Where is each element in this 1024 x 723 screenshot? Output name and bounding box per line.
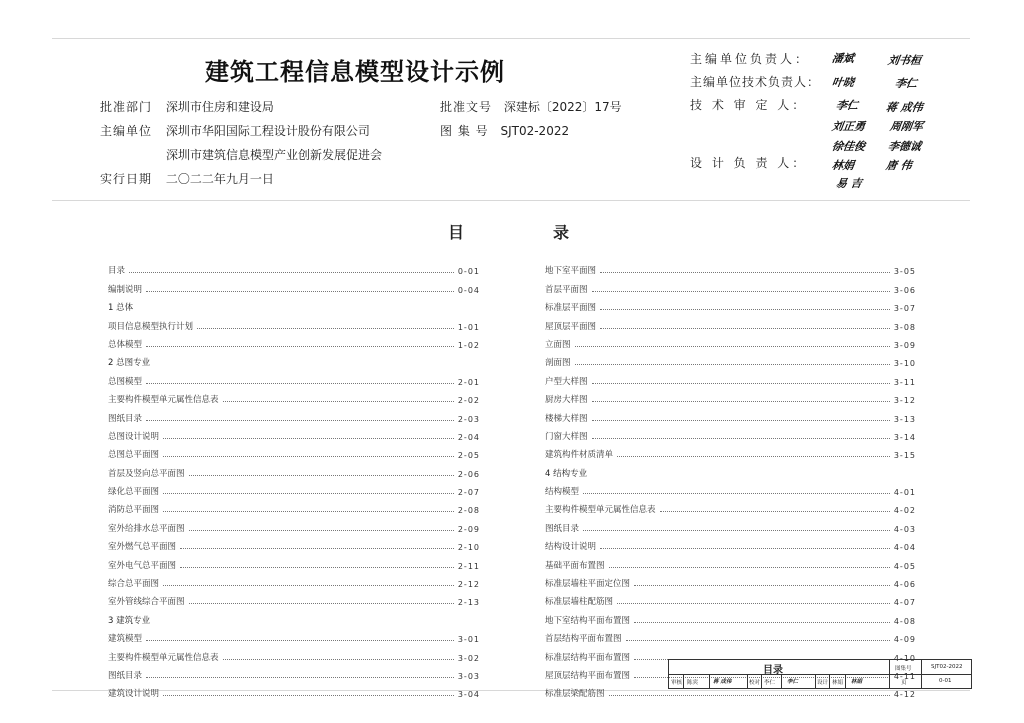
tech-lead-signature-a: 叶晓 xyxy=(831,76,855,89)
toc-entry-label: 总体模型 xyxy=(108,339,143,350)
toc-leader-dots xyxy=(180,548,454,549)
toc-entry xyxy=(545,258,916,276)
toc-entry-label: 主要构件模型单元属性信息表 xyxy=(545,505,656,516)
title-block xyxy=(668,659,972,689)
toc-entry-label: 室外管线综合平面图 xyxy=(108,597,185,608)
toc-entry-label: 图纸目录 xyxy=(545,523,580,534)
toc-entry-page: 2-12 xyxy=(457,580,480,590)
toc-entry xyxy=(108,295,480,313)
toc-entry xyxy=(108,552,480,570)
toc-entry-label: 标准层结构平面布置图 xyxy=(545,652,631,663)
tb-atlas-no: SJT02-2022 xyxy=(931,664,963,670)
toc-entry xyxy=(108,460,480,478)
toc-entry xyxy=(545,515,916,533)
toc-entry-page: 2-05 xyxy=(457,451,480,461)
toc-entry-label: 标准层梁配筋图 xyxy=(545,689,605,700)
toc-entry xyxy=(545,387,916,405)
toc-entry xyxy=(108,571,480,589)
toc-entry-label: 总图总平面图 xyxy=(108,450,160,461)
toc-entry-label: 编制说明 xyxy=(108,284,143,295)
toc-leader-dots xyxy=(626,640,890,641)
toc-leader-dots xyxy=(163,438,454,439)
toc-leader-dots xyxy=(163,511,454,512)
toc-entry-label: 建筑设计说明 xyxy=(108,689,160,700)
toc-entry xyxy=(108,405,480,423)
toc-leader-dots xyxy=(634,585,890,586)
toc-entry-label: 剖面图 xyxy=(545,358,571,369)
toc-entry-page: 3-04 xyxy=(457,690,480,700)
toc-leader-dots xyxy=(163,493,454,494)
toc-entry-label: 建筑构件材质清单 xyxy=(545,450,614,461)
toc-entry xyxy=(545,479,916,497)
toc-entry-page: 2-10 xyxy=(457,543,480,553)
toc-heading-left: 目 xyxy=(448,223,465,242)
toc-leader-dots xyxy=(146,640,454,641)
toc-leader-dots xyxy=(583,493,890,494)
toc-entry-page: 1-02 xyxy=(457,340,480,350)
toc-entry-page: 1-01 xyxy=(457,322,480,332)
toc-entry xyxy=(108,681,480,699)
top-rule xyxy=(52,38,970,39)
toc-entry xyxy=(545,313,916,331)
page-title: 建筑工程信息模型设计示例 xyxy=(205,58,505,86)
tb-review-label: 审核 xyxy=(671,680,683,686)
toc-entry-page: 2-01 xyxy=(457,377,480,387)
toc-entry-label: 首层及竖向总平面图 xyxy=(108,468,185,479)
toc-leader-dots xyxy=(600,272,890,273)
toc-entry-page: 4-03 xyxy=(893,524,916,534)
toc-entry xyxy=(545,607,916,625)
toc-leader-dots xyxy=(660,511,890,512)
toc-entry xyxy=(545,405,916,423)
toc-section-label: 3 建筑专业 xyxy=(108,615,151,626)
toc-entry-page: 2-07 xyxy=(457,488,480,498)
toc-leader-dots xyxy=(223,659,454,660)
toc-entry-page: 3-13 xyxy=(893,414,916,424)
toc-leader-dots xyxy=(223,401,454,402)
tb-check-label: 校对 xyxy=(749,680,761,686)
toc-leader-dots xyxy=(600,309,890,310)
toc-entry-page: 4-06 xyxy=(893,580,916,590)
tech-review-signature-e: 徐佳俊 xyxy=(831,140,866,153)
toc-entry-label: 门窗大样图 xyxy=(545,431,588,442)
toc-section-label: 1 总体 xyxy=(108,303,134,314)
toc-entry-page: 2-04 xyxy=(457,432,480,442)
tb-design-label: 设计 xyxy=(817,680,829,686)
toc-entry xyxy=(545,497,916,515)
toc-entry xyxy=(108,313,480,331)
toc-entry-label: 室外燃气总平面图 xyxy=(108,542,177,553)
toc-entry xyxy=(108,534,480,552)
toc-entry-page: 3-11 xyxy=(893,377,916,387)
toc-entry xyxy=(545,276,916,294)
design-lead-signature-c: 易 吉 xyxy=(835,177,863,190)
toc-entry-label: 室外电气总平面图 xyxy=(108,560,177,571)
toc-entry-page: 2-09 xyxy=(457,524,480,534)
toc-entry-page: 4-09 xyxy=(893,635,916,645)
toc-leader-dots xyxy=(575,346,890,347)
toc-leader-dots xyxy=(592,438,890,439)
toc-leader-dots xyxy=(146,420,454,421)
toc-leader-dots xyxy=(163,585,454,586)
toc-entry xyxy=(108,350,480,368)
toc-entry xyxy=(108,589,480,607)
toc-entry-page: 2-11 xyxy=(457,561,480,571)
approval-dept-value: 深圳市住房和建设局 xyxy=(165,100,274,114)
toc-entry xyxy=(108,368,480,386)
toc-entry xyxy=(545,552,916,570)
toc-entry xyxy=(545,424,916,442)
toc-leader-dots xyxy=(189,603,454,604)
chief-editor-signature-a: 潘斌 xyxy=(831,52,855,65)
tb-page-label: 页 xyxy=(901,680,907,686)
toc-entry-page: 0-01 xyxy=(457,267,480,277)
toc-entry-page: 4-02 xyxy=(893,506,916,516)
toc-entry-label: 标准层墙柱平面定位图 xyxy=(545,579,631,590)
toc-leader-dots xyxy=(163,456,454,457)
toc-leader-dots xyxy=(146,383,454,384)
toc-entry-page: 4-04 xyxy=(893,543,916,553)
toc-entry-page: 4-12 xyxy=(893,690,916,700)
toc-entry xyxy=(545,442,916,460)
toc-entry-page: 2-06 xyxy=(457,469,480,479)
tech-review-signature-a: 李仁 xyxy=(835,99,859,112)
toc-entry xyxy=(545,295,916,313)
toc-entry-page: 2-13 xyxy=(457,598,480,608)
toc-entry xyxy=(108,515,480,533)
toc-entry xyxy=(108,258,480,276)
tech-lead-label: 主编单位技术负责人： xyxy=(690,75,821,89)
toc-entry-label: 室外给排水总平面图 xyxy=(108,523,185,534)
toc-entry-page: 4-01 xyxy=(893,488,916,498)
editor-unit-value-1: 深圳市华阳国际工程设计股份有限公司 xyxy=(165,124,370,138)
toc-entry-label: 屋顶层结构平面布置图 xyxy=(545,670,631,681)
toc-leader-dots xyxy=(189,475,454,476)
toc-entry-label: 厨房大样图 xyxy=(545,395,588,406)
toc-entry-page: 4-05 xyxy=(893,561,916,571)
toc-entry-page: 3-02 xyxy=(457,653,480,663)
toc-entry-page: 3-15 xyxy=(893,451,916,461)
toc-entry xyxy=(108,387,480,405)
toc-entry xyxy=(108,276,480,294)
toc-entry xyxy=(108,442,480,460)
toc-entry xyxy=(545,626,916,644)
atlas-no-label: 图 集 号 xyxy=(440,124,489,138)
toc-entry-label: 地下室平面图 xyxy=(545,266,597,277)
toc-entry-page: 3-09 xyxy=(893,340,916,350)
toc-entry-label: 图纸目录 xyxy=(108,670,143,681)
toc-entry xyxy=(545,460,916,478)
tb-checker-sig: 李仁 xyxy=(787,679,799,685)
toc-entry xyxy=(108,644,480,662)
toc-entry-page: 3-07 xyxy=(893,304,916,314)
toc-entry xyxy=(545,368,916,386)
tech-review-signature-b: 蒋 成伟 xyxy=(885,101,924,114)
toc-entry-label: 主要构件模型单元属性信息表 xyxy=(108,395,219,406)
toc-leader-dots xyxy=(583,530,890,531)
toc-entry-page: 2-08 xyxy=(457,506,480,516)
tb-reviewer: 陈宾 xyxy=(687,680,699,686)
editor-unit-row xyxy=(100,122,370,139)
toc-entry xyxy=(108,626,480,644)
approval-doc-row xyxy=(440,98,622,115)
effective-date-label: 实行日期 xyxy=(100,172,153,186)
toc-entry-page: 4-07 xyxy=(893,598,916,608)
chief-editor-signature-b: 刘书桓 xyxy=(887,54,922,67)
toc-leader-dots xyxy=(592,401,890,402)
toc-entry-page: 4-11 xyxy=(893,671,916,681)
toc-entry-page: 3-14 xyxy=(893,432,916,442)
toc-entry-label: 屋顶层平面图 xyxy=(545,321,597,332)
tech-review-label: 技 术 审 定 人： xyxy=(690,98,808,112)
toc-entry-label: 消防总平面图 xyxy=(108,505,160,516)
toc-entry-label: 基础平面布置图 xyxy=(545,560,605,571)
toc-entry xyxy=(545,571,916,589)
toc-entry-page: 3-01 xyxy=(457,635,480,645)
toc-entry-page: 3-12 xyxy=(893,396,916,406)
design-lead-signature-b: 唐 伟 xyxy=(885,159,913,172)
toc-leader-dots xyxy=(617,603,890,604)
toc-leader-dots xyxy=(575,364,890,365)
toc-leader-dots xyxy=(146,677,454,678)
toc-entry-page: 2-03 xyxy=(457,414,480,424)
toc-entry-label: 首层平面图 xyxy=(545,284,588,295)
toc-leader-dots xyxy=(146,291,454,292)
tech-lead-signature-b: 李仁 xyxy=(894,77,918,90)
toc-entry-label: 结构模型 xyxy=(545,487,580,498)
design-lead-label: 设 计 负 责 人： xyxy=(690,156,808,170)
approval-doc-value: 深建标〔2022〕17号 xyxy=(503,100,622,114)
toc-right-column xyxy=(545,258,916,699)
sheet-title: 目录 xyxy=(763,665,783,676)
effective-date-value: 二〇二二年九月一日 xyxy=(165,172,274,186)
toc-leader-dots xyxy=(609,695,890,696)
atlas-no-value: SJT02-2022 xyxy=(500,124,570,138)
toc-entry-label: 标准层墙柱配筋图 xyxy=(545,597,614,608)
toc-leader-dots xyxy=(600,548,890,549)
toc-entry-label: 建筑模型 xyxy=(108,634,143,645)
tech-review-signature-c: 刘正勇 xyxy=(831,120,866,133)
toc-entry xyxy=(545,534,916,552)
toc-entry-label: 立面图 xyxy=(545,339,571,350)
toc-leader-dots xyxy=(600,328,890,329)
toc-leader-dots xyxy=(129,272,454,273)
toc-leader-dots xyxy=(617,456,890,457)
toc-leader-dots xyxy=(146,346,454,347)
toc-entry-label: 户型大样图 xyxy=(545,376,588,387)
tb-designer: 林娟 xyxy=(832,680,844,686)
chief-editor-label: 主编单位负责人： xyxy=(690,52,811,66)
toc-entry xyxy=(108,663,480,681)
toc-section-label: 4 结构专业 xyxy=(545,468,588,479)
toc-entry-label: 主要构件模型单元属性信息表 xyxy=(108,652,219,663)
tb-checker: 李仁 xyxy=(764,680,776,686)
toc-entry-page: 3-05 xyxy=(893,267,916,277)
toc-entry-label: 地下室结构平面布置图 xyxy=(545,615,631,626)
toc-leader-dots xyxy=(592,420,890,421)
toc-entry-page: 3-10 xyxy=(893,359,916,369)
toc-entry xyxy=(545,332,916,350)
toc-left-column xyxy=(108,258,480,699)
toc-entry-page: 4-08 xyxy=(893,616,916,626)
tb-reviewer-sig: 蒋 成伟 xyxy=(713,679,732,685)
toc-entry-label: 标准层平面图 xyxy=(545,303,597,314)
toc-entry-label: 图纸目录 xyxy=(108,413,143,424)
tb-page: 0-01 xyxy=(939,678,952,684)
toc-leader-dots xyxy=(634,622,890,623)
toc-entry-label: 结构设计说明 xyxy=(545,542,597,553)
toc-entry-page: 3-08 xyxy=(893,322,916,332)
toc-entry-label: 绿化总平面图 xyxy=(108,487,160,498)
toc-entry-label: 总图模型 xyxy=(108,376,143,387)
toc-section-label: 2 总图专业 xyxy=(108,358,151,369)
header-bottom-rule xyxy=(52,200,970,201)
design-lead-signature-a: 林娟 xyxy=(831,159,855,172)
toc-leader-dots xyxy=(163,695,454,696)
toc-leader-dots xyxy=(180,567,454,568)
tb-atlas-no-label: 图集号 xyxy=(895,666,912,672)
effective-date-row xyxy=(100,170,274,187)
toc-entry-page: 3-03 xyxy=(457,671,480,681)
toc-entry-page: 3-06 xyxy=(893,285,916,295)
editor-unit-label: 主编单位 xyxy=(100,124,153,138)
toc-leader-dots xyxy=(592,291,890,292)
toc-entry xyxy=(108,607,480,625)
approval-dept-label: 批准部门 xyxy=(100,100,153,114)
toc-entry-label: 综合总平面图 xyxy=(108,579,160,590)
toc-leader-dots xyxy=(197,328,454,329)
toc-entry-label: 楼梯大样图 xyxy=(545,413,588,424)
toc-entry-page: 0-04 xyxy=(457,285,480,295)
atlas-no-row xyxy=(440,122,569,139)
toc-entry-page: 2-02 xyxy=(457,396,480,406)
toc-leader-dots xyxy=(592,383,890,384)
toc-entry xyxy=(108,332,480,350)
editor-unit-value-2: 深圳市建筑信息模型产业创新发展促进会 xyxy=(166,148,383,162)
approval-dept-row xyxy=(100,98,274,115)
tb-designer-sig: 林娟 xyxy=(851,679,863,685)
toc-entry xyxy=(545,350,916,368)
toc-leader-dots xyxy=(609,567,890,568)
toc-entry xyxy=(545,589,916,607)
tech-review-signature-f: 李德诚 xyxy=(887,140,922,153)
toc-entry xyxy=(108,497,480,515)
toc-leader-dots xyxy=(189,530,454,531)
toc-entry-label: 总图设计说明 xyxy=(108,431,160,442)
approval-doc-label: 批准文号 xyxy=(440,100,493,114)
toc-entry-label: 首层结构平面布置图 xyxy=(545,634,622,645)
toc-entry-label: 项目信息模型执行计划 xyxy=(108,321,194,332)
toc-entry-page: 4-10 xyxy=(893,653,916,663)
tech-review-signature-d: 周刚军 xyxy=(889,120,924,133)
toc-entry-label: 目录 xyxy=(108,266,126,277)
toc-entry xyxy=(108,424,480,442)
toc-entry xyxy=(108,479,480,497)
toc-heading-right: 录 xyxy=(553,223,570,242)
